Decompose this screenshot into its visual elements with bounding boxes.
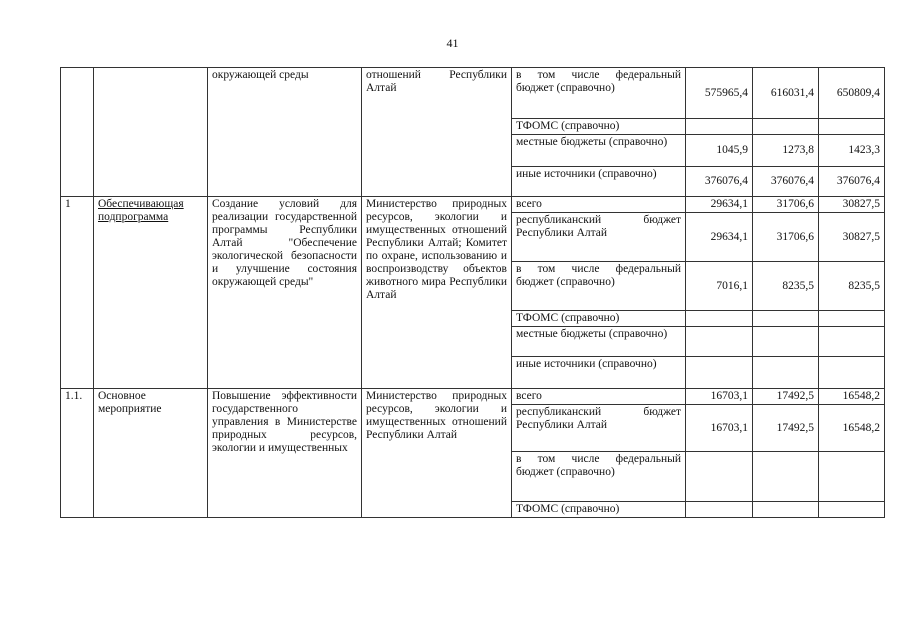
value-cell bbox=[686, 327, 753, 357]
value-cell: 7016,1 bbox=[686, 262, 753, 311]
value-cell: 30827,5 bbox=[819, 213, 885, 262]
value-cell: 16703,1 bbox=[686, 405, 753, 452]
program-goal-cell: окружающей среды bbox=[208, 68, 362, 197]
value-cell: 650809,4 bbox=[819, 68, 885, 119]
value-cell bbox=[686, 452, 753, 502]
value-cell: 1045,9 bbox=[686, 135, 753, 167]
value-cell: 1423,3 bbox=[819, 135, 885, 167]
table-row bbox=[61, 197, 885, 213]
row-number-cell: 1.1. bbox=[61, 389, 94, 518]
value-cell bbox=[753, 502, 819, 518]
value-cell bbox=[686, 502, 753, 518]
program-goal-cell: Создание условий для реализации государственной программы Республики Алтай "Обеспечение экологической безопасности и улучшение состояния окружающей среды" bbox=[208, 197, 362, 389]
value-cell bbox=[819, 311, 885, 327]
funding-source-cell: в том числе федеральный бюджет (справочно) bbox=[512, 452, 686, 502]
value-cell: 575965,4 bbox=[686, 68, 753, 119]
value-cell bbox=[819, 327, 885, 357]
value-cell: 31706,6 bbox=[753, 197, 819, 213]
value-cell: 8235,5 bbox=[819, 262, 885, 311]
value-cell bbox=[753, 311, 819, 327]
funding-source-cell: в том числе федеральный бюджет (справочно) bbox=[512, 262, 686, 311]
value-cell bbox=[686, 357, 753, 389]
value-cell: 376076,4 bbox=[753, 167, 819, 197]
value-cell: 16703,1 bbox=[686, 389, 753, 405]
program-name-cell: Основное мероприятие bbox=[94, 389, 208, 518]
row-number-cell bbox=[61, 68, 94, 197]
value-cell bbox=[753, 119, 819, 135]
value-cell: 376076,4 bbox=[819, 167, 885, 197]
value-cell: 29634,1 bbox=[686, 197, 753, 213]
table-row bbox=[61, 389, 885, 405]
value-cell bbox=[686, 311, 753, 327]
table-row bbox=[61, 68, 885, 119]
value-cell: 31706,6 bbox=[753, 213, 819, 262]
value-cell: 376076,4 bbox=[686, 167, 753, 197]
funding-source-cell: местные бюджеты (справочно) bbox=[512, 135, 686, 167]
executor-cell: Министерство природных ресурсов, экологии и имущественных отношений Республики Алтай; Комитет по охране, использованию и воспроизводству объектов животного мира Республики Алтай bbox=[362, 197, 512, 389]
value-cell bbox=[819, 452, 885, 502]
value-cell: 16548,2 bbox=[819, 389, 885, 405]
value-cell: 616031,4 bbox=[753, 68, 819, 119]
value-cell bbox=[753, 327, 819, 357]
value-cell bbox=[819, 502, 885, 518]
value-cell: 17492,5 bbox=[753, 405, 819, 452]
funding-source-cell: иные источники (справочно) bbox=[512, 167, 686, 197]
program-goal-cell: Повышение эффективности государственного управления в Министерстве природных ресурсов, экологии и имущественных bbox=[208, 389, 362, 518]
executor-cell: отношений Республики Алтай bbox=[362, 68, 512, 197]
funding-source-cell: ТФОМС (справочно) bbox=[512, 119, 686, 135]
value-cell: 30827,5 bbox=[819, 197, 885, 213]
value-cell bbox=[753, 452, 819, 502]
funding-source-cell: республиканский бюджет Республики Алтай bbox=[512, 213, 686, 262]
value-cell: 29634,1 bbox=[686, 213, 753, 262]
funding-source-cell: республиканский бюджет Республики Алтай bbox=[512, 405, 686, 452]
value-cell bbox=[819, 357, 885, 389]
funding-source-cell: всего bbox=[512, 389, 686, 405]
value-cell bbox=[753, 357, 819, 389]
funding-source-cell: в том числе федеральный бюджет (справочно) bbox=[512, 68, 686, 119]
executor-cell: Министерство природных ресурсов, экологии и имущественных отношений Республики Алтай bbox=[362, 389, 512, 518]
program-name-cell: Обеспечивающая подпрограмма bbox=[94, 197, 208, 389]
funding-source-cell: местные бюджеты (справочно) bbox=[512, 327, 686, 357]
funding-source-cell: ТФОМС (справочно) bbox=[512, 502, 686, 518]
program-name-cell bbox=[94, 68, 208, 197]
funding-source-cell: ТФОМС (справочно) bbox=[512, 311, 686, 327]
budget-table bbox=[60, 67, 885, 518]
value-cell: 16548,2 bbox=[819, 405, 885, 452]
value-cell: 8235,5 bbox=[753, 262, 819, 311]
value-cell: 1273,8 bbox=[753, 135, 819, 167]
value-cell bbox=[686, 119, 753, 135]
value-cell: 17492,5 bbox=[753, 389, 819, 405]
page-number: 41 bbox=[446, 36, 459, 50]
value-cell bbox=[819, 119, 885, 135]
row-number-cell: 1 bbox=[61, 197, 94, 389]
funding-source-cell: иные источники (справочно) bbox=[512, 357, 686, 389]
funding-source-cell: всего bbox=[512, 197, 686, 213]
